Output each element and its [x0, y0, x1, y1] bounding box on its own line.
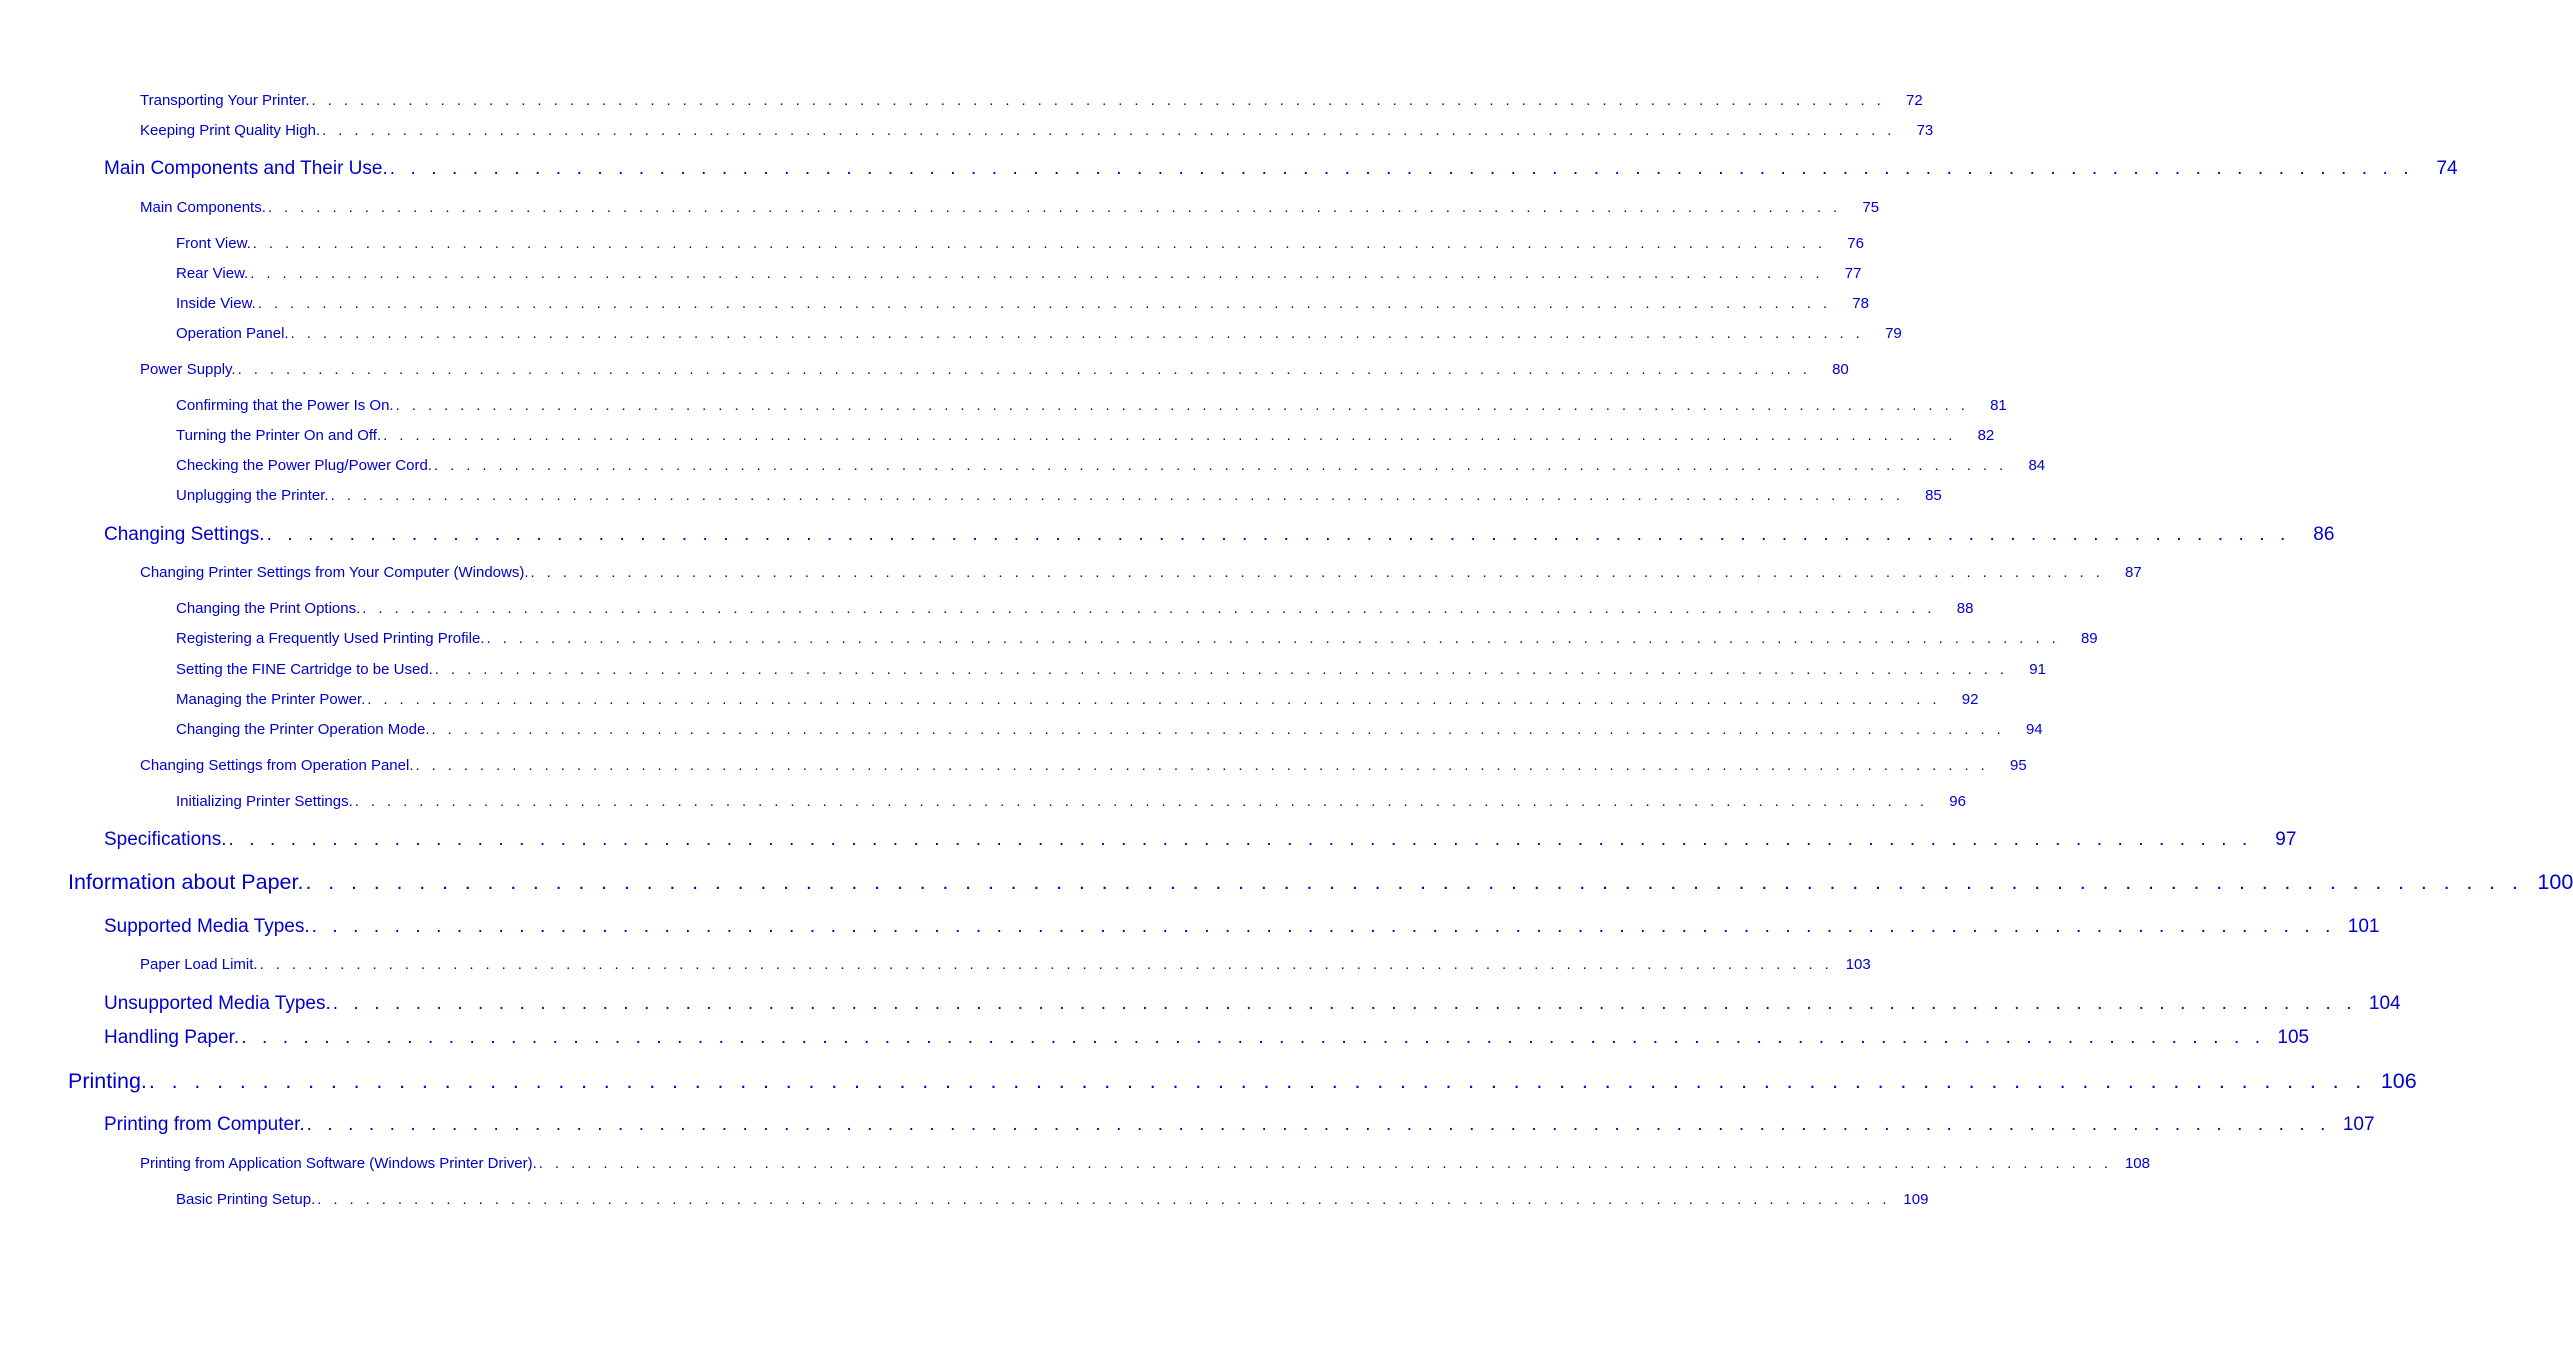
toc-entry-page: 86: [2313, 524, 2335, 545]
toc-entry-title: Registering a Frequently Used Printing Profile.: [176, 630, 485, 647]
toc-entry-power-supply[interactable]: [140, 361, 1849, 378]
toc-entry-page: 96: [1949, 793, 1966, 810]
toc-entry-setting-fine-cartridge[interactable]: [176, 661, 2046, 678]
toc-entry-title: Managing the Printer Power.: [176, 691, 366, 708]
dot-leader: . . . . . . . . . . . . . . . . . . . . . . . . . . . . . . . . . . . . . . . . . . . . . . . . . . . . . . . . . . . . . . . . . . . . . . . . . . . . . . . . . . . . . . . . . . . . . . . . . .: [257, 295, 1831, 312]
toc-entry-page: 101: [2347, 916, 2380, 937]
toc-entry-page: 109: [1903, 1191, 1929, 1208]
toc-entry-keeping-print-quality-high[interactable]: [140, 122, 1934, 139]
toc-entry-title: Paper Load Limit.: [140, 956, 258, 973]
dot-leader: . . . . . . . . . . . . . . . . . . . . . . . . . . . . . . . . . . . . . . . . . . . . . . . . . . . . . . . . . . . . . . . . . . . . . . . . . . . . . . . . . . . . . . . . . . . . . . . . . .: [367, 691, 1941, 708]
toc-entry-title: Main Components and Their Use.: [104, 158, 388, 179]
toc-entry-basic-printing-setup[interactable]: [176, 1191, 1929, 1208]
toc-entry-main-components-and-their-use[interactable]: [104, 158, 2458, 180]
toc-entry-page: 108: [2124, 1155, 2150, 1172]
toc-entry-page: 77: [1844, 265, 1862, 282]
toc-entry-page: 106: [2380, 1069, 2417, 1093]
toc-entry-title: Unsupported Media Types.: [104, 993, 331, 1014]
toc-entry-changing-operation-mode[interactable]: [176, 721, 2043, 738]
dot-leader: . . . . . . . . . . . . . . . . . . . . . . . . . . . . . . . . . . . . . . . . . . . . . . . . . . . . . . . . . . . . . . . . . . . . . . . . . . . . . . . . . . . . . . . . . . . . . . . . . .: [332, 993, 2357, 1014]
toc-entry-page: 97: [2275, 829, 2297, 850]
toc-entry-transporting-your-printer[interactable]: [140, 92, 1923, 109]
toc-entry-title: Information about Paper.: [68, 870, 304, 894]
toc-entry-operation-panel[interactable]: [176, 325, 1902, 342]
toc-entry-page: 82: [1977, 427, 1995, 444]
toc-entry-paper-load-limit[interactable]: [140, 956, 1871, 973]
toc-entry-page: 103: [1845, 956, 1871, 973]
toc-entry-page: 84: [2028, 457, 2046, 474]
dot-leader: . . . . . . . . . . . . . . . . . . . . . . . . . . . . . . . . . . . . . . . . . . . . . . . . . . . . . . . . . . . . . . . . . . . . . . . . . . . . . . . . . . . . . . . . . . . . . . . . . .: [241, 1027, 2266, 1048]
dot-leader: . . . . . . . . . . . . . . . . . . . . . . . . . . . . . . . . . . . . . . . . . . . . . . . . . . . . . . . . . . . . . . . . . . . . . . . . . . . . . . . . . . . . . . . . . . . . . . . . . .: [228, 829, 2253, 850]
toc-entry-page: 72: [1906, 92, 1923, 109]
dot-leader: . . . . . . . . . . . . . . . . . . . . . . . . . . . . . . . . . . . . . . . . . . . . . . . . . . . . . . . . . . . . . . . . . . . . . . . . . . . . . . . . . . . . . . . . . . . . . . . . . .: [354, 793, 1928, 810]
toc-entry-information-about-paper[interactable]: [68, 870, 2573, 895]
toc-entry-handling-paper[interactable]: [104, 1027, 2310, 1049]
dot-leader: . . . . . . . . . . . . . . . . . . . . . . . . . . . . . . . . . . . . . . . . . . . . . . . . . . . . . . . . . . . . . . . . . . . . . . . . . . . . . . . . . . . . . . . . . . . . . . . . . .: [330, 487, 1904, 504]
toc-entry-page: 92: [1961, 691, 1979, 708]
toc-entry-turning-printer-on-off[interactable]: [176, 427, 1995, 444]
toc-entry-title: Checking the Power Plug/Power Cord.: [176, 457, 432, 474]
dot-leader: . . . . . . . . . . . . . . . . . . . . . . . . . . . . . . . . . . . . . . . . . . . . . . . . . . . . . . . . . . . . . . . . . . . . . . . . . . . . . . . . . . . . . . . . . . . . . . . . . .: [311, 916, 2336, 937]
dot-leader: . . . . . . . . . . . . . . . . . . . . . . . . . . . . . . . . . . . . . . . . . . . . . . . . . . . . . . . . . . . . . . . . . . . . . . . . . . . . . . . . . . . . . . . . . . . . . . . . . .: [530, 564, 2104, 581]
toc-entry-title: Front View.: [176, 235, 251, 252]
toc-entry-changing-print-options[interactable]: [176, 600, 1974, 617]
dot-leader: . . . . . . . . . . . . . . . . . . . . . . . . . . . . . . . . . . . . . . . . . . . . . . . . . . . . . . . . . . . . . . . . . . . . . . . . . . . . . . . . . . . . . . . . . . . . . . . . . .: [322, 122, 1896, 139]
toc-entry-title: Power Supply.: [140, 361, 236, 378]
dot-leader: . . . . . . . . . . . . . . . . . . . . . . . . . . . . . . . . . . . . . . . . . . . . . . . . . . . . . . . . . . . . . . . . . . . . . . . . . . . . . . . . . . . . . . . . . . . . . . . . . .: [362, 600, 1936, 617]
dot-leader: . . . . . . . . . . . . . . . . . . . . . . . . . . . . . . . . . . . . . . . . . . . . . . . . . . . . . . . . . . . . . . . . . . . . . . . . . . . . . . . . . . . . . . . . . . . . . . . . . .: [433, 457, 2008, 474]
toc-entry-page: 105: [2277, 1027, 2310, 1048]
dot-leader: . . . . . . . . . . . . . . . . . . . . . . . . . . . . . . . . . . . . . . . . . . . . . . . . . . . . . . . . . . . . . . . . . . . . . . . . . . . . . . . . . . . . . . . . . . . . . . . . . .: [383, 427, 1957, 444]
dot-leader: . . . . . . . . . . . . . . . . . . . . . . . . . . . . . . . . . . . . . . . . . . . . . . . . . . . . . . . . . . . . . . . . . . . . . . . . . . . . . . . . . . . . . . . . . . . . . . . . . .: [148, 1069, 2367, 1093]
toc-entry-title: Initializing Printer Settings.: [176, 793, 353, 810]
dot-leader: . . . . . . . . . . . . . . . . . . . . . . . . . . . . . . . . . . . . . . . . . . . . . . . . . . . . . . . . . . . . . . . . . . . . . . . . . . . . . . . . . . . . . . . . . . . . . . . . . .: [415, 757, 1989, 774]
dot-leader: . . . . . . . . . . . . . . . . . . . . . . . . . . . . . . . . . . . . . . . . . . . . . . . . . . . . . . . . . . . . . . . . . . . . . . . . . . . . . . . . . . . . . . . . . . . . . . . . . .: [259, 956, 1833, 973]
toc-entry-page: 74: [2436, 158, 2458, 179]
toc-entry-title: Unplugging the Printer.: [176, 487, 329, 504]
toc-entry-title: Operation Panel.: [176, 325, 289, 342]
toc-entry-page: 107: [2342, 1114, 2375, 1135]
toc-entry-printing-from-computer[interactable]: [104, 1114, 2375, 1136]
toc-entry-title: Rear View.: [176, 265, 249, 282]
toc-entry-page: 73: [1916, 122, 1934, 139]
toc-entry-confirming-power-on[interactable]: [176, 397, 2007, 414]
dot-leader: . . . . . . . . . . . . . . . . . . . . . . . . . . . . . . . . . . . . . . . . . . . . . . . . . . . . . . . . . . . . . . . . . . . . . . . . . . . . . . . . . . . . . . . . . . . . . . . . . .: [538, 1155, 2112, 1172]
dot-leader: . . . . . . . . . . . . . . . . . . . . . . . . . . . . . . . . . . . . . . . . . . . . . . . . . . . . . . . . . . . . . . . . . . . . . . . . . . . . . . . . . . . . . . . . . . . . . . . . . .: [252, 235, 1826, 252]
dot-leader: . . . . . . . . . . . . . . . . . . . . . . . . . . . . . . . . . . . . . . . . . . . . . . . . . . . . . . . . . . . . . . . . . . . . . . . . . . . . . . . . . . . . . . . . . . . . . . . . . .: [290, 325, 1864, 342]
toc-entry-page: 85: [1925, 487, 1942, 504]
toc-entry-title: Changing Printer Settings from Your Computer (Windows).: [140, 564, 529, 581]
toc-entry-title: Specifications.: [104, 829, 227, 850]
toc-entry-title: Printing from Application Software (Windows Printer Driver).: [140, 1155, 537, 1172]
toc-entry-title: Main Components.: [140, 199, 266, 216]
toc-entry-title: Changing the Printer Operation Mode.: [176, 721, 430, 738]
dot-leader: . . . . . . . . . . . . . . . . . . . . . . . . . . . . . . . . . . . . . . . . . . . . . . . . . . . . . . . . . . . . . . . . . . . . . . . . . . . . . . . . . . . . . . . . . . . . . . . . . .: [267, 199, 1842, 216]
toc-entry-page: 88: [1956, 600, 1974, 617]
dot-leader: . . . . . . . . . . . . . . . . . . . . . . . . . . . . . . . . . . . . . . . . . . . . . . . . . . . . . . . . . . . . . . . . . . . . . . . . . . . . . . . . . . . . . . . . . . . . . . . . . .: [431, 721, 2005, 738]
toc-entry-unplugging-printer[interactable]: [176, 487, 1942, 504]
toc-entry-page: 104: [2368, 993, 2401, 1014]
toc-entry-title: Transporting Your Printer.: [140, 92, 310, 109]
toc-entry-page: 91: [2029, 661, 2046, 678]
toc-entry-registering-printing-profile[interactable]: [176, 630, 2098, 647]
toc-entry-front-view[interactable]: [176, 235, 1864, 252]
toc-entry-title: Changing Settings.: [104, 524, 265, 545]
toc-entry-page: 80: [1832, 361, 1849, 378]
toc-entry-title: Basic Printing Setup.: [176, 1191, 316, 1208]
toc-entry-page: 87: [2125, 564, 2142, 581]
toc-entry-changing-settings[interactable]: [104, 524, 2335, 546]
toc-entry-page: 76: [1847, 235, 1864, 252]
dot-leader: . . . . . . . . . . . . . . . . . . . . . . . . . . . . . . . . . . . . . . . . . . . . . . . . . . . . . . . . . . . . . . . . . . . . . . . . . . . . . . . . . . . . . . . . . . . . . . . . . .: [237, 361, 1811, 378]
dot-leader: . . . . . . . . . . . . . . . . . . . . . . . . . . . . . . . . . . . . . . . . . . . . . . . . . . . . . . . . . . . . . . . . . . . . . . . . . . . . . . . . . . . . . . . . . . . . . . . . . .: [305, 870, 2524, 894]
toc-entry-changing-settings-operation-panel[interactable]: [140, 757, 2027, 774]
toc-entry-page: 95: [2009, 757, 2027, 774]
toc-entry-rear-view[interactable]: [176, 265, 1862, 282]
toc-entry-page: 75: [1862, 199, 1880, 216]
toc-entry-title: Printing from Computer.: [104, 1114, 305, 1135]
toc-entry-title: Supported Media Types.: [104, 916, 310, 937]
toc-entry-title: Changing the Print Options.: [176, 600, 361, 617]
toc-entry-page: 79: [1885, 325, 1902, 342]
toc-entry-printing-from-application-software[interactable]: [140, 1155, 2150, 1172]
toc-entry-unsupported-media-types[interactable]: [104, 993, 2401, 1015]
toc-entry-title: Inside View.: [176, 295, 256, 312]
toc-entry-title: Setting the FINE Cartridge to be Used.: [176, 661, 433, 678]
dot-leader: . . . . . . . . . . . . . . . . . . . . . . . . . . . . . . . . . . . . . . . . . . . . . . . . . . . . . . . . . . . . . . . . . . . . . . . . . . . . . . . . . . . . . . . . . . . . . . . . . .: [434, 661, 2008, 678]
toc-entry-page: 100: [2537, 870, 2573, 894]
dot-leader: . . . . . . . . . . . . . . . . . . . . . . . . . . . . . . . . . . . . . . . . . . . . . . . . . . . . . . . . . . . . . . . . . . . . . . . . . . . . . . . . . . . . . . . . . . . . . . . . . .: [395, 397, 1969, 414]
toc-entry-managing-printer-power[interactable]: [176, 691, 1979, 708]
toc-entry-inside-view[interactable]: [176, 295, 1869, 312]
toc-entry-page: 81: [1990, 397, 2007, 414]
toc-entry-title: Turning the Printer On and Off.: [176, 427, 382, 444]
toc-entry-checking-power-plug[interactable]: [176, 457, 2046, 474]
toc-entry-changing-printer-settings-windows[interactable]: [140, 564, 2142, 581]
toc-entry-title: Handling Paper.: [104, 1027, 240, 1048]
toc-entry-supported-media-types[interactable]: [104, 916, 2380, 938]
toc-entry-specifications[interactable]: [104, 829, 2297, 851]
dot-leader: . . . . . . . . . . . . . . . . . . . . . . . . . . . . . . . . . . . . . . . . . . . . . . . . . . . . . . . . . . . . . . . . . . . . . . . . . . . . . . . . . . . . . . . . . . . . . . . . . .: [306, 1114, 2331, 1135]
toc-entry-printing[interactable]: [68, 1069, 2417, 1094]
toc-entry-page: 89: [2080, 630, 2098, 647]
dot-leader: . . . . . . . . . . . . . . . . . . . . . . . . . . . . . . . . . . . . . . . . . . . . . . . . . . . . . . . . . . . . . . . . . . . . . . . . . . . . . . . . . . . . . . . . . . . . . . . . . .: [486, 630, 2060, 647]
toc-entry-initializing-printer-settings[interactable]: [176, 793, 1966, 810]
dot-leader: . . . . . . . . . . . . . . . . . . . . . . . . . . . . . . . . . . . . . . . . . . . . . . . . . . . . . . . . . . . . . . . . . . . . . . . . . . . . . . . . . . . . . . . . . . . . . . . . . .: [311, 92, 1885, 109]
toc-entry-title: Confirming that the Power Is On.: [176, 397, 394, 414]
toc-entry-page: 94: [2025, 721, 2043, 738]
toc-entry-title: Changing Settings from Operation Panel.: [140, 757, 414, 774]
toc-entry-title: Keeping Print Quality High.: [140, 122, 321, 139]
dot-leader: . . . . . . . . . . . . . . . . . . . . . . . . . . . . . . . . . . . . . . . . . . . . . . . . . . . . . . . . . . . . . . . . . . . . . . . . . . . . . . . . . . . . . . . . . . . . . . . . . .: [389, 158, 2414, 179]
dot-leader: . . . . . . . . . . . . . . . . . . . . . . . . . . . . . . . . . . . . . . . . . . . . . . . . . . . . . . . . . . . . . . . . . . . . . . . . . . . . . . . . . . . . . . . . . . . . . . . . . .: [266, 524, 2291, 545]
dot-leader: . . . . . . . . . . . . . . . . . . . . . . . . . . . . . . . . . . . . . . . . . . . . . . . . . . . . . . . . . . . . . . . . . . . . . . . . . . . . . . . . . . . . . . . . . . . . . . . . . .: [250, 265, 1824, 282]
toc-entry-main-components[interactable]: [140, 199, 1880, 216]
toc-entry-title: Printing.: [68, 1069, 147, 1093]
dot-leader: . . . . . . . . . . . . . . . . . . . . . . . . . . . . . . . . . . . . . . . . . . . . . . . . . . . . . . . . . . . . . . . . . . . . . . . . . . . . . . . . . . . . . . . . . . . . . . . . . .: [317, 1191, 1891, 1208]
toc-entry-page: 78: [1852, 295, 1869, 312]
